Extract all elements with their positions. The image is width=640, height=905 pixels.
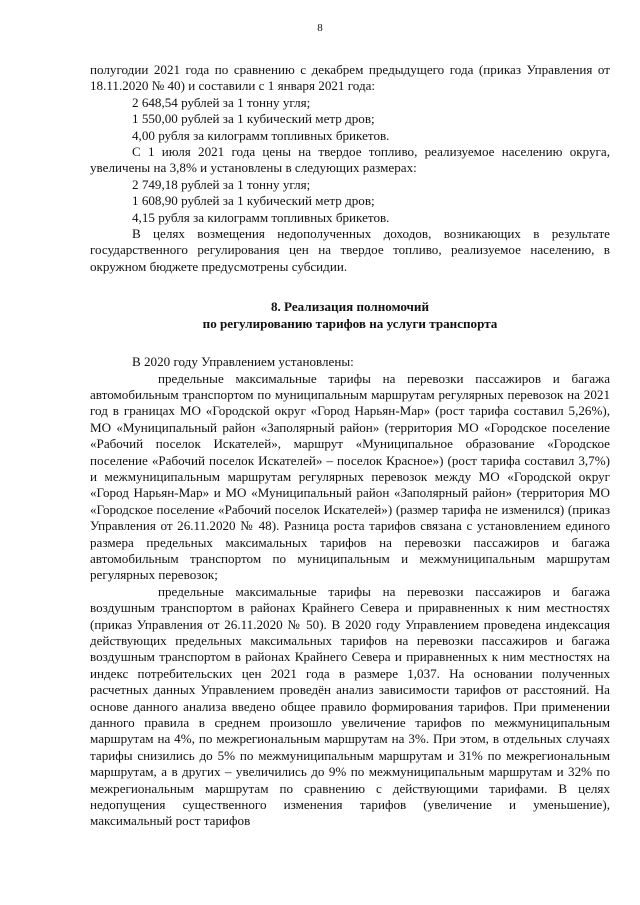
price-item-briquettes-jul: 4,15 рубля за килограмм топливных брикетов. (132, 209, 390, 225)
paragraph-subsidy: В целях возмещения недополученных доходов, возникающих в результате государственного регулирования цен на твердое топливо, реализуемое населению, в окружном бюджете предусмотрены субсидии. (90, 226, 610, 274)
document-body (90, 62, 610, 830)
paragraph-auto-tariffs: предельные максимальные тарифы на перевозки пассажиров и багажа автомобильным транспортом по муниципальным маршрутам регулярных перевозок на 2021 год в границах МО «Городской округ «Город Нарьян-Мар» (рост тарифа составил 5,26%), МО «Муниципальный район «Заполярный район» (территория МО «Городское поселение «Рабочий поселок Искателей», маршрут «Муниципальное образование «Городское поселение «Рабочий поселок Искателей» – поселок Красное») (рост тарифа составил 3,7%) и межмуниципальным маршрутам регулярных перевозок между МО «Городской округ «Город Нарьян-Мар» и МО «Муниципальный район «Заполярный район» (территория МО «Городское поселение «Рабочий поселок Искателей») (размер тарифа не изменился) (приказ Управления от 26.11.2020 № 48). Разница роста тарифов связана с установлением единого размера предельных максимальных тарифов на перевозки пассажиров и багажа автомобильным транспортом по муниципальным и межмуниципальным маршрутам регулярных перевозок; (90, 370, 610, 583)
section-title-line1: 8. Реализация полномочий (270, 299, 430, 315)
price-item-wood-jul: 1 608,90 рублей за 1 кубический метр дров; (132, 193, 375, 209)
paragraph-continuation: полугодии 2021 года по сравнению с декабрем предыдущего года (приказ Управления от 18.11.2020 № 40) и составили с 1 января 2021 года: (90, 62, 610, 94)
section-heading (90, 299, 610, 332)
paragraph-lead: В 2020 году Управлением установлены: (132, 354, 354, 370)
section-title-line2: по регулированию тарифов на услуги транспорта (202, 315, 498, 331)
paragraph-air-tariffs: предельные максимальные тарифы на перевозки пассажиров и багажа воздушным транспортом в районах Крайнего Севера и приравненных к ним местностях (приказ Управления от 26.11.2020 № 50). В 2020 году Управлением проведена индексация действующих предельных максимальных тарифов на перевозки пассажиров и багажа воздушным транспортом в районах Крайнего Севера и приравненных к ним местностях на индекс потребительских цен 2021 года в размере 1,037. На основании полученных расчетных данных Управлением проведён анализ зависимости тарифов от расстояний. На основе данного анализа введено общее правило формирования тарифов. При применении данного правила в среднем произошло увеличение тарифов по межмуниципальным маршрутам на 4%, по межрегиональным маршрутам на 3%. При этом, в отдельных случаях тарифы снизились до 5% по межмуниципальным маршрутам и 31% по межрегиональным маршрутам, а в других – увеличились до 9% по межмуниципальным маршрутам и 32% по межрегиональным маршрутам по сравнению с действующими тарифами. В целях недопущения существенного изменения тарифов (увеличение и уменьшение), максимальный рост тарифов (90, 583, 610, 829)
price-item-coal-jan: 2 648,54 рублей за 1 тонну угля; (132, 94, 311, 110)
price-item-coal-jul: 2 749,18 рублей за 1 тонну угля; (132, 176, 311, 192)
paragraph-july-increase: С 1 июля 2021 года цены на твердое топливо, реализуемое населению округа, увеличены на 3,8% и установлены в следующих размерах: (90, 144, 610, 176)
page-number: 8 (317, 22, 323, 34)
price-item-wood-jan: 1 550,00 рублей за 1 кубический метр дров; (132, 111, 375, 127)
price-item-briquettes-jan: 4,00 рубля за килограмм топливных брикетов. (132, 127, 390, 143)
